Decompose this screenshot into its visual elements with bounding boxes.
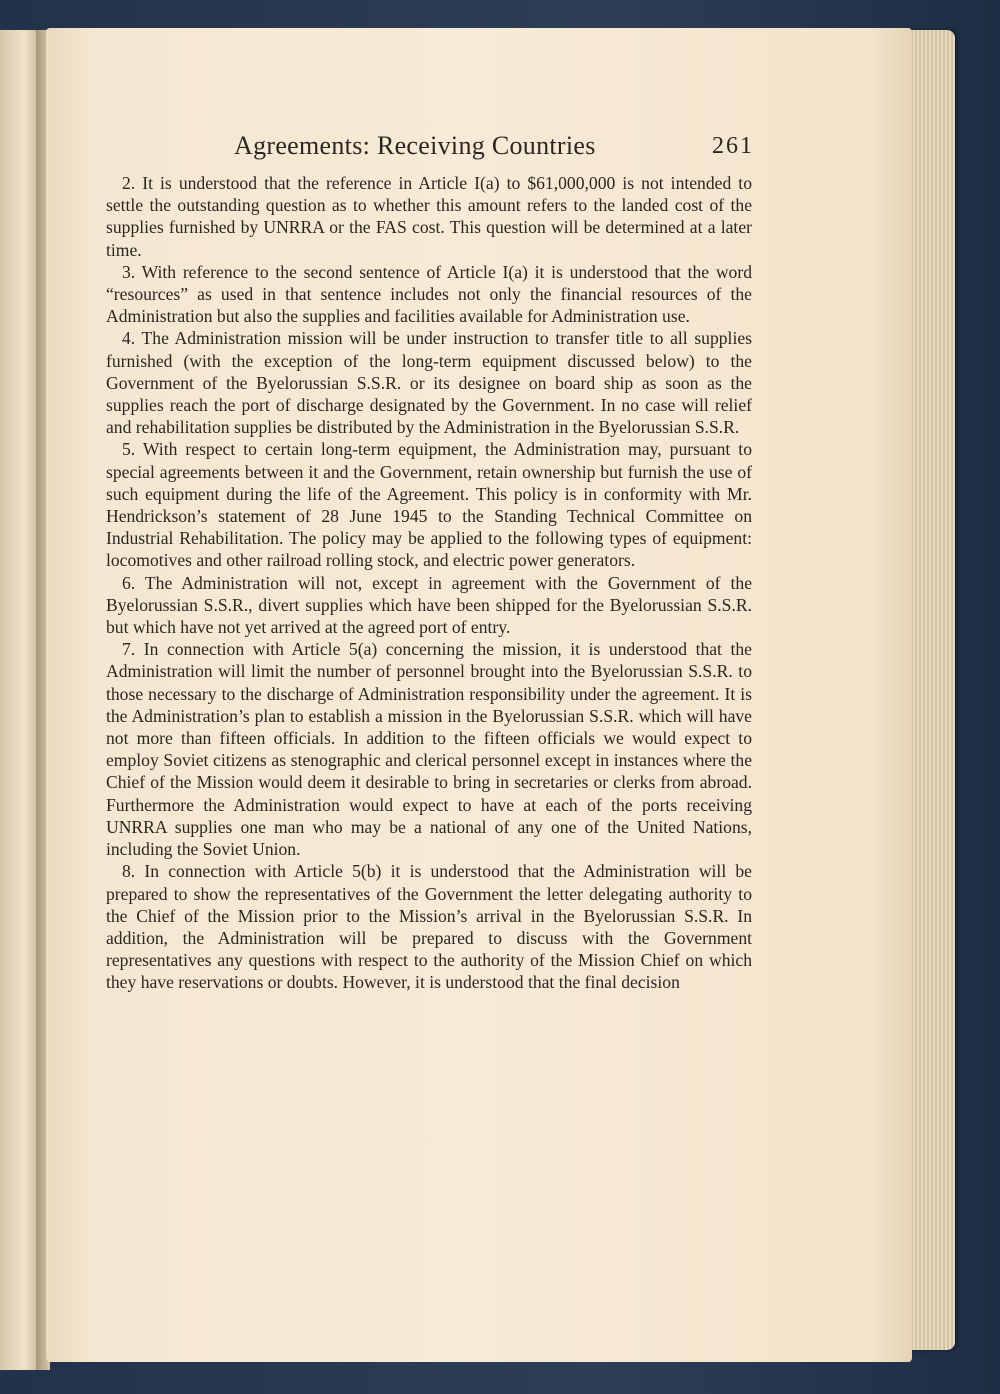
paragraph-6: 6. The Administration will not, except in agreement with the Government of the Byelorussian S.S.R., divert supplies which have been shipped for the Byelorussian S.S.R. but which have not yet arrived at the agreed port of entry. — [106, 572, 752, 638]
paragraph-3: 3. With reference to the second sentence of Article I(a) it is understood that the word “resources” as used in that sentence includes not only the financial resources of the Administration but also the supplies and facilities available for Administration use. — [106, 261, 752, 327]
paragraph-7: 7. In connection with Article 5(a) concerning the mission, it is understood that the Administration will limit the number of personnel brought into the Byelorussian S.S.R. to those necessary to the discharge of Administration responsibility under the agreement. It is the Administration’s plan to establish a mission in the Byelorussian S.S.R. which will have not more than fifteen officials. In addition to the fifteen officials we would expect to employ Soviet citizens as stenographic and clerical personnel except in instances where the Chief of the Mission would deem it desirable to bring in secretaries or clerks from abroad. Furthermore the Administration would expect to have at each of the ports receiving UNRRA supplies one man who may be a national of any one of the United Nations, including the Soviet Union. — [106, 639, 752, 860]
paragraph-4: 4. The Administration mission will be under instruction to transfer title to all supplies furnished (with the exception of the long-term equipment discussed below) to the Government of the Byelorussian S.S.R. or its designee on board ship as soon as the supplies reach the port of discharge designated by the Government. In no case will relief and rehabilitation supplies be distributed by the Administration in the Byelorussian S.S.R. — [106, 328, 752, 438]
paragraph-8: 8. In connection with Article 5(b) it is understood that the Administration will be prepared to show the representatives of the Government the letter delegating authority to the Chief of the Mission prior to the Mission’s arrival in the Byelorussian S.S.R. In addition, the Administration will be prepared to discuss with the Government representatives any questions with respect to the authority of the Mission Chief on which they have reservations or doubts. However, it is understood that the final decision — [106, 861, 752, 993]
page-header — [234, 131, 754, 165]
page-number: 261 — [712, 133, 754, 159]
running-head: Agreements: Receiving Countries — [234, 131, 596, 160]
left-page-edge — [0, 30, 40, 1370]
paragraph-5: 5. With respect to certain long-term equipment, the Administration may, pursuant to special agreements between it and the Government, retain ownership but furnish the use of such equipment during the life of the Agreement. This policy is in conformity with Mr. Hendrickson’s statement of 28 June 1945 to the Standing Technical Committee on Industrial Rehabilitation. The policy may be applied to the following types of equipment: locomotives and other railroad rolling stock, and electric power generators. — [106, 439, 752, 571]
body-text — [106, 172, 752, 994]
page-edges — [905, 30, 955, 1350]
paragraph-2: 2. It is understood that the reference in Article I(a) to $61,000,000 is not intended to settle the outstanding question as to whether this amount refers to the landed cost of the supplies furnished by UNRRA or the FAS cost. This question will be determined at a later time. — [106, 173, 752, 260]
